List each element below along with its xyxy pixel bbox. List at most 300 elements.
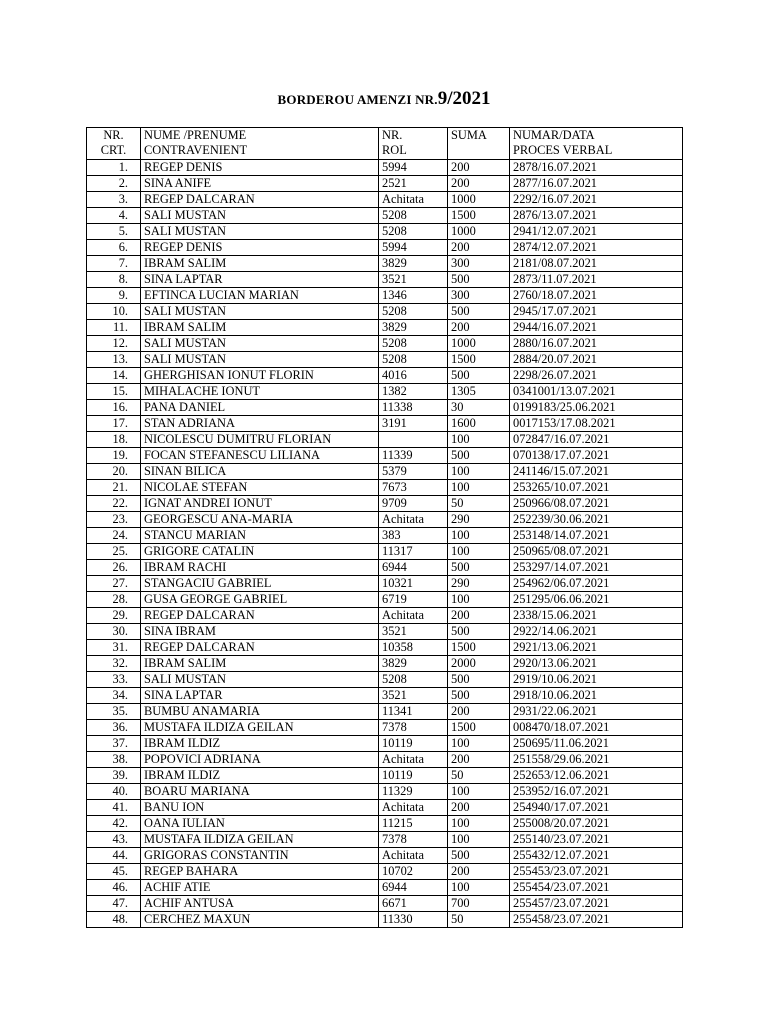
rol-cell: Achitata — [379, 608, 448, 624]
rol-cell: Achitata — [379, 848, 448, 864]
rol-cell: 11330 — [379, 912, 448, 928]
rol-cell: 5208 — [379, 304, 448, 320]
rol-cell: 3829 — [379, 656, 448, 672]
row-number-cell: 10. — [87, 304, 141, 320]
header-proces-line2: PROCES VERBAL — [513, 143, 613, 157]
row-number-cell: 22. — [87, 496, 141, 512]
row-number-cell: 48. — [87, 912, 141, 928]
amount-cell: 200 — [448, 160, 510, 176]
row-number-cell: 30. — [87, 624, 141, 640]
row-number-cell: 28. — [87, 592, 141, 608]
rol-cell: 3829 — [379, 256, 448, 272]
amount-cell: 100 — [448, 528, 510, 544]
amount-cell: 1600 — [448, 416, 510, 432]
header-proces-line1: NUMAR/DATA — [513, 128, 595, 142]
row-number-cell: 23. — [87, 512, 141, 528]
rol-cell: Achitata — [379, 800, 448, 816]
proces-verbal-cell: 2920/13.06.2021 — [510, 656, 683, 672]
table-row — [87, 208, 683, 224]
row-number-cell: 14. — [87, 368, 141, 384]
proces-verbal-cell: 241146/15.07.2021 — [510, 464, 683, 480]
header-name-line2: CONTRAVENIENT — [144, 143, 248, 157]
row-number-cell: 45. — [87, 864, 141, 880]
proces-verbal-cell: 255008/20.07.2021 — [510, 816, 683, 832]
rol-cell: 3191 — [379, 416, 448, 432]
proces-verbal-cell: 2338/15.06.2021 — [510, 608, 683, 624]
row-number-cell: 42. — [87, 816, 141, 832]
amount-cell: 500 — [448, 672, 510, 688]
row-number-cell: 9. — [87, 288, 141, 304]
table-row — [87, 544, 683, 560]
name-cell: SALI MUSTAN — [141, 336, 379, 352]
name-cell: GRIGORAS CONSTANTIN — [141, 848, 379, 864]
table-row — [87, 528, 683, 544]
title-prefix: BORDEROU AMENZI NR. — [277, 92, 438, 107]
fines-table — [86, 127, 683, 928]
rol-cell: Achitata — [379, 192, 448, 208]
table-header-row — [87, 128, 683, 160]
amount-cell: 200 — [448, 176, 510, 192]
name-cell: OANA IULIAN — [141, 816, 379, 832]
proces-verbal-cell: 2921/13.06.2021 — [510, 640, 683, 656]
rol-cell: 7378 — [379, 720, 448, 736]
table-row — [87, 752, 683, 768]
row-number-cell: 5. — [87, 224, 141, 240]
table-row — [87, 704, 683, 720]
name-cell: IBRAM ILDIZ — [141, 736, 379, 752]
name-cell: BANU ION — [141, 800, 379, 816]
proces-verbal-cell: 2922/14.06.2021 — [510, 624, 683, 640]
row-number-cell: 47. — [87, 896, 141, 912]
rol-cell: 6719 — [379, 592, 448, 608]
amount-cell: 200 — [448, 608, 510, 624]
proces-verbal-cell: 0341001/13.07.2021 — [510, 384, 683, 400]
row-number-cell: 39. — [87, 768, 141, 784]
amount-cell: 500 — [448, 688, 510, 704]
amount-cell: 100 — [448, 592, 510, 608]
rol-cell: 6944 — [379, 560, 448, 576]
row-number-cell: 21. — [87, 480, 141, 496]
table-row — [87, 720, 683, 736]
proces-verbal-cell: 252653/12.06.2021 — [510, 768, 683, 784]
table-row — [87, 256, 683, 272]
proces-verbal-cell: 253265/10.07.2021 — [510, 480, 683, 496]
name-cell: SALI MUSTAN — [141, 224, 379, 240]
proces-verbal-cell: 250965/08.07.2021 — [510, 544, 683, 560]
name-cell: IBRAM RACHI — [141, 560, 379, 576]
amount-cell: 700 — [448, 896, 510, 912]
proces-verbal-cell: 255453/23.07.2021 — [510, 864, 683, 880]
amount-cell: 100 — [448, 480, 510, 496]
proces-verbal-cell: 252239/30.06.2021 — [510, 512, 683, 528]
table-row — [87, 368, 683, 384]
row-number-cell: 7. — [87, 256, 141, 272]
proces-verbal-cell: 2918/10.06.2021 — [510, 688, 683, 704]
row-number-cell: 16. — [87, 400, 141, 416]
amount-cell: 30 — [448, 400, 510, 416]
table-row — [87, 768, 683, 784]
row-number-cell: 43. — [87, 832, 141, 848]
rol-cell: 3829 — [379, 320, 448, 336]
row-number-cell: 6. — [87, 240, 141, 256]
name-cell: REGEP DENIS — [141, 160, 379, 176]
header-rol-line2: ROL — [382, 143, 407, 157]
table-row — [87, 560, 683, 576]
name-cell: STAN ADRIANA — [141, 416, 379, 432]
proces-verbal-cell: 254940/17.07.2021 — [510, 800, 683, 816]
proces-verbal-cell: 2181/08.07.2021 — [510, 256, 683, 272]
table-row — [87, 800, 683, 816]
rol-cell: 6944 — [379, 880, 448, 896]
table-row — [87, 464, 683, 480]
header-suma — [448, 128, 510, 160]
header-name — [141, 128, 379, 160]
name-cell: SALI MUSTAN — [141, 208, 379, 224]
proces-verbal-cell: 0017153/17.08.2021 — [510, 416, 683, 432]
table-row — [87, 160, 683, 176]
amount-cell: 500 — [448, 848, 510, 864]
rol-cell: 11329 — [379, 784, 448, 800]
table-row — [87, 320, 683, 336]
proces-verbal-cell: 255140/23.07.2021 — [510, 832, 683, 848]
amount-cell: 100 — [448, 816, 510, 832]
table-row — [87, 448, 683, 464]
amount-cell: 200 — [448, 752, 510, 768]
name-cell: SINA LAPTAR — [141, 688, 379, 704]
header-nr-crt-line1: NR. — [103, 128, 124, 142]
name-cell: REGEP DENIS — [141, 240, 379, 256]
name-cell: MUSTAFA ILDIZA GEILAN — [141, 720, 379, 736]
row-number-cell: 37. — [87, 736, 141, 752]
table-row — [87, 672, 683, 688]
rol-cell: 5208 — [379, 224, 448, 240]
name-cell: REGEP DALCARAN — [141, 640, 379, 656]
rol-cell: 383 — [379, 528, 448, 544]
proces-verbal-cell: 251558/29.06.2021 — [510, 752, 683, 768]
table-row — [87, 816, 683, 832]
name-cell: ACHIF ANTUSA — [141, 896, 379, 912]
rol-cell: Achitata — [379, 752, 448, 768]
amount-cell: 500 — [448, 560, 510, 576]
amount-cell: 300 — [448, 288, 510, 304]
amount-cell: 1000 — [448, 336, 510, 352]
rol-cell: 10119 — [379, 768, 448, 784]
row-number-cell: 35. — [87, 704, 141, 720]
rol-cell: 5994 — [379, 240, 448, 256]
row-number-cell: 1. — [87, 160, 141, 176]
rol-cell: 5994 — [379, 160, 448, 176]
amount-cell: 2000 — [448, 656, 510, 672]
rol-cell: 9709 — [379, 496, 448, 512]
proces-verbal-cell: 251295/06.06.2021 — [510, 592, 683, 608]
table-row — [87, 400, 683, 416]
proces-verbal-cell: 2880/16.07.2021 — [510, 336, 683, 352]
proces-verbal-cell: 2292/16.07.2021 — [510, 192, 683, 208]
amount-cell: 1500 — [448, 720, 510, 736]
row-number-cell: 44. — [87, 848, 141, 864]
name-cell: SINAN BILICA — [141, 464, 379, 480]
amount-cell: 1500 — [448, 352, 510, 368]
amount-cell: 1305 — [448, 384, 510, 400]
rol-cell: Achitata — [379, 512, 448, 528]
name-cell: CERCHEZ MAXUN — [141, 912, 379, 928]
name-cell: REGEP DALCARAN — [141, 608, 379, 624]
row-number-cell: 15. — [87, 384, 141, 400]
amount-cell: 100 — [448, 464, 510, 480]
table-row — [87, 688, 683, 704]
table-row — [87, 272, 683, 288]
amount-cell: 50 — [448, 496, 510, 512]
table-row — [87, 352, 683, 368]
table-row — [87, 784, 683, 800]
table-row — [87, 176, 683, 192]
amount-cell: 200 — [448, 240, 510, 256]
name-cell: SINA LAPTAR — [141, 272, 379, 288]
amount-cell: 1500 — [448, 208, 510, 224]
amount-cell: 100 — [448, 432, 510, 448]
proces-verbal-cell: 072847/16.07.2021 — [510, 432, 683, 448]
row-number-cell: 38. — [87, 752, 141, 768]
amount-cell: 100 — [448, 880, 510, 896]
rol-cell: 7673 — [379, 480, 448, 496]
table-row — [87, 848, 683, 864]
name-cell: PANA DANIEL — [141, 400, 379, 416]
row-number-cell: 36. — [87, 720, 141, 736]
amount-cell: 1000 — [448, 192, 510, 208]
amount-cell: 50 — [448, 912, 510, 928]
amount-cell: 500 — [448, 624, 510, 640]
table-row — [87, 880, 683, 896]
table-row — [87, 432, 683, 448]
table-row — [87, 384, 683, 400]
name-cell: BOARU MARIANA — [141, 784, 379, 800]
name-cell: GUSA GEORGE GABRIEL — [141, 592, 379, 608]
rol-cell: 11339 — [379, 448, 448, 464]
amount-cell: 50 — [448, 768, 510, 784]
row-number-cell: 4. — [87, 208, 141, 224]
proces-verbal-cell: 255457/23.07.2021 — [510, 896, 683, 912]
row-number-cell: 25. — [87, 544, 141, 560]
rol-cell: 11215 — [379, 816, 448, 832]
name-cell: BUMBU ANAMARIA — [141, 704, 379, 720]
name-cell: NICOLESCU DUMITRU FLORIAN — [141, 432, 379, 448]
name-cell: GHERGHISAN IONUT FLORIN — [141, 368, 379, 384]
table-row — [87, 592, 683, 608]
table-body — [87, 160, 683, 928]
name-cell: STANCU MARIAN — [141, 528, 379, 544]
row-number-cell: 33. — [87, 672, 141, 688]
row-number-cell: 26. — [87, 560, 141, 576]
name-cell: REGEP DALCARAN — [141, 192, 379, 208]
name-cell: IBRAM SALIM — [141, 656, 379, 672]
amount-cell: 300 — [448, 256, 510, 272]
rol-cell: 11338 — [379, 400, 448, 416]
row-number-cell: 20. — [87, 464, 141, 480]
rol-cell: 3521 — [379, 624, 448, 640]
rol-cell: 4016 — [379, 368, 448, 384]
table-row — [87, 304, 683, 320]
name-cell: SALI MUSTAN — [141, 304, 379, 320]
amount-cell: 100 — [448, 736, 510, 752]
table-row — [87, 608, 683, 624]
name-cell: NICOLAE STEFAN — [141, 480, 379, 496]
name-cell: IBRAM ILDIZ — [141, 768, 379, 784]
row-number-cell: 32. — [87, 656, 141, 672]
rol-cell: 5208 — [379, 672, 448, 688]
proces-verbal-cell: 2941/12.07.2021 — [510, 224, 683, 240]
proces-verbal-cell: 2878/16.07.2021 — [510, 160, 683, 176]
row-number-cell: 11. — [87, 320, 141, 336]
proces-verbal-cell: 255432/12.07.2021 — [510, 848, 683, 864]
row-number-cell: 19. — [87, 448, 141, 464]
table-row — [87, 496, 683, 512]
name-cell: IGNAT ANDREI IONUT — [141, 496, 379, 512]
rol-cell: 10321 — [379, 576, 448, 592]
rol-cell: 5208 — [379, 336, 448, 352]
proces-verbal-cell: 253952/16.07.2021 — [510, 784, 683, 800]
rol-cell: 5208 — [379, 352, 448, 368]
amount-cell: 1500 — [448, 640, 510, 656]
header-name-line1: NUME /PRENUME — [144, 128, 247, 142]
rol-cell: 5379 — [379, 464, 448, 480]
header-suma-line1: SUMA — [451, 128, 487, 142]
proces-verbal-cell: 2931/22.06.2021 — [510, 704, 683, 720]
amount-cell: 100 — [448, 832, 510, 848]
proces-verbal-cell: 253148/14.07.2021 — [510, 528, 683, 544]
row-number-cell: 41. — [87, 800, 141, 816]
table-row — [87, 288, 683, 304]
header-nr-crt — [87, 128, 141, 160]
rol-cell: 10358 — [379, 640, 448, 656]
name-cell: ACHIF ATIE — [141, 880, 379, 896]
proces-verbal-cell: 2873/11.07.2021 — [510, 272, 683, 288]
name-cell: SALI MUSTAN — [141, 672, 379, 688]
proces-verbal-cell: 250966/08.07.2021 — [510, 496, 683, 512]
rol-cell: 6671 — [379, 896, 448, 912]
table-row — [87, 864, 683, 880]
name-cell: POPOVICI ADRIANA — [141, 752, 379, 768]
name-cell: MIHALACHE IONUT — [141, 384, 379, 400]
rol-cell: 10702 — [379, 864, 448, 880]
table-row — [87, 416, 683, 432]
proces-verbal-cell: 254962/06.07.2021 — [510, 576, 683, 592]
name-cell: MUSTAFA ILDIZA GEILAN — [141, 832, 379, 848]
row-number-cell: 12. — [87, 336, 141, 352]
amount-cell: 290 — [448, 576, 510, 592]
proces-verbal-cell: 008470/18.07.2021 — [510, 720, 683, 736]
table-row — [87, 480, 683, 496]
amount-cell: 1000 — [448, 224, 510, 240]
proces-verbal-cell: 0199183/25.06.2021 — [510, 400, 683, 416]
amount-cell: 500 — [448, 368, 510, 384]
rol-cell: 5208 — [379, 208, 448, 224]
name-cell: STANGACIU GABRIEL — [141, 576, 379, 592]
rol-cell: 7378 — [379, 832, 448, 848]
rol-cell: 10119 — [379, 736, 448, 752]
proces-verbal-cell: 255458/23.07.2021 — [510, 912, 683, 928]
row-number-cell: 29. — [87, 608, 141, 624]
rol-cell: 2521 — [379, 176, 448, 192]
amount-cell: 200 — [448, 320, 510, 336]
proces-verbal-cell: 255454/23.07.2021 — [510, 880, 683, 896]
document-title — [0, 88, 768, 110]
proces-verbal-cell: 2874/12.07.2021 — [510, 240, 683, 256]
rol-cell: 3521 — [379, 688, 448, 704]
proces-verbal-cell: 2760/18.07.2021 — [510, 288, 683, 304]
table-row — [87, 896, 683, 912]
proces-verbal-cell: 070138/17.07.2021 — [510, 448, 683, 464]
table-row — [87, 240, 683, 256]
table-row — [87, 336, 683, 352]
name-cell: REGEP BAHARA — [141, 864, 379, 880]
header-nr-crt-line2: CRT. — [100, 143, 127, 157]
proces-verbal-cell: 2919/10.06.2021 — [510, 672, 683, 688]
row-number-cell: 40. — [87, 784, 141, 800]
amount-cell: 100 — [448, 784, 510, 800]
name-cell: SALI MUSTAN — [141, 352, 379, 368]
row-number-cell: 46. — [87, 880, 141, 896]
name-cell: FOCAN STEFANESCU LILIANA — [141, 448, 379, 464]
proces-verbal-cell: 2876/13.07.2021 — [510, 208, 683, 224]
row-number-cell: 18. — [87, 432, 141, 448]
proces-verbal-cell: 250695/11.06.2021 — [510, 736, 683, 752]
rol-cell: 1346 — [379, 288, 448, 304]
header-rol — [379, 128, 448, 160]
proces-verbal-cell: 2298/26.07.2021 — [510, 368, 683, 384]
row-number-cell: 8. — [87, 272, 141, 288]
table-row — [87, 656, 683, 672]
amount-cell: 200 — [448, 800, 510, 816]
table-row — [87, 736, 683, 752]
table-row — [87, 624, 683, 640]
row-number-cell: 34. — [87, 688, 141, 704]
name-cell: SINA ANIFE — [141, 176, 379, 192]
proces-verbal-cell: 2884/20.07.2021 — [510, 352, 683, 368]
table-row — [87, 512, 683, 528]
table-row — [87, 640, 683, 656]
rol-cell: 11317 — [379, 544, 448, 560]
name-cell: GRIGORE CATALIN — [141, 544, 379, 560]
row-number-cell: 17. — [87, 416, 141, 432]
rol-cell — [379, 432, 448, 448]
amount-cell: 500 — [448, 304, 510, 320]
proces-verbal-cell: 2944/16.07.2021 — [510, 320, 683, 336]
table-row — [87, 576, 683, 592]
proces-verbal-cell: 2945/17.07.2021 — [510, 304, 683, 320]
amount-cell: 290 — [448, 512, 510, 528]
name-cell: IBRAM SALIM — [141, 320, 379, 336]
name-cell: IBRAM SALIM — [141, 256, 379, 272]
table-row — [87, 912, 683, 928]
header-rol-line1: NR. — [382, 128, 403, 142]
table-row — [87, 224, 683, 240]
amount-cell: 100 — [448, 544, 510, 560]
header-proces-verbal — [510, 128, 683, 160]
proces-verbal-cell: 253297/14.07.2021 — [510, 560, 683, 576]
row-number-cell: 31. — [87, 640, 141, 656]
table-row — [87, 192, 683, 208]
rol-cell: 1382 — [379, 384, 448, 400]
name-cell: EFTINCA LUCIAN MARIAN — [141, 288, 379, 304]
rol-cell: 11341 — [379, 704, 448, 720]
proces-verbal-cell: 2877/16.07.2021 — [510, 176, 683, 192]
row-number-cell: 27. — [87, 576, 141, 592]
amount-cell: 200 — [448, 704, 510, 720]
row-number-cell: 24. — [87, 528, 141, 544]
row-number-cell: 13. — [87, 352, 141, 368]
name-cell: GEORGESCU ANA-MARIA — [141, 512, 379, 528]
row-number-cell: 2. — [87, 176, 141, 192]
